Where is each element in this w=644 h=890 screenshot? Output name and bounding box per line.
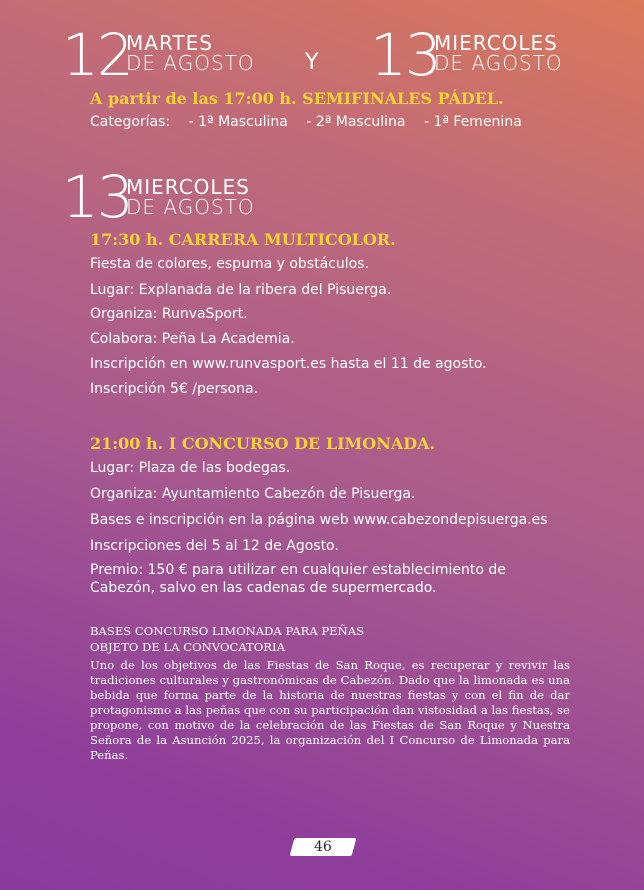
month-label: DE AGOSTO <box>126 51 255 75</box>
bases-subtitle: OBJETO DE LA CONVOCATORIA <box>90 640 285 654</box>
limonada-headline: 21:00 h. I CONCURSO DE LIMONADA. <box>90 434 436 453</box>
page-number: 46 <box>314 839 332 855</box>
carrera-line: Lugar: Explanada de la ribera del Pisuerga. <box>90 282 392 298</box>
limonada-line: Lugar: Plaza de las bodegas. <box>90 460 291 476</box>
carrera-line: Organiza: RunvaSport. <box>90 306 248 322</box>
limonada-line: Inscripciones del 5 al 12 de Agosto. <box>90 538 339 554</box>
conjunction-y: Y <box>305 50 320 75</box>
month-label: DE AGOSTO <box>126 195 255 219</box>
day-name: MARTES <box>126 31 213 55</box>
day-number-12: 12 <box>62 21 132 89</box>
carrera-line: Fiesta de colores, espuma y obstáculos. <box>90 256 369 272</box>
bases-title: BASES CONCURSO LIMONADA PARA PEÑAS <box>90 624 365 638</box>
day-number-13-section: 13 <box>62 163 132 231</box>
month-label: DE AGOSTO <box>434 51 563 75</box>
category-item: - 2ª Masculina <box>306 114 406 130</box>
padel-categories <box>90 114 536 130</box>
day-label-miercoles-section <box>126 177 255 217</box>
carrera-line: Colabora: Peña La Academia. <box>90 331 295 347</box>
bases-paragraph: Uno de los objetivos de las Fiestas de San Roque, es recuperar y revivir las tradiciones culturales y gastronómicas de Cabezón. Dado que la limonada es una bebida que forma parte de la historia de nuestras fiestas y con el fin de dar protagonismo a las peñas que con su participación dan vistosidad a las fiestas, se propone, con motivo de la celebración de las Fiestas de San Roque y Nuestra Señora de la Asunción 2025, la organización del I Concurso de Limonada para Peñas. <box>90 658 570 762</box>
page-number-badge <box>290 838 357 856</box>
day-label-martes <box>126 33 255 73</box>
carrera-headline: 17:30 h. CARRERA MULTICOLOR. <box>90 230 396 249</box>
day-name: MIERCOLES <box>126 175 250 199</box>
day-label-miercoles <box>434 33 563 73</box>
limonada-line: Organiza: Ayuntamiento Cabezón de Pisuerga. <box>90 486 416 502</box>
category-item: - 1ª Masculina <box>188 114 288 130</box>
day-name: MIERCOLES <box>434 31 558 55</box>
limonada-premio-line: Premio: 150 € para utilizar en cualquier establecimiento de <box>90 562 506 578</box>
carrera-line: Inscripción 5€ /persona. <box>90 381 258 397</box>
padel-headline: A partir de las 17:00 h. SEMIFINALES PÁDEL. <box>90 89 504 108</box>
day-number-13: 13 <box>370 21 440 89</box>
limonada-premio-line: Cabezón, salvo en las cadenas de supermercado. <box>90 580 437 596</box>
categories-label: Categorías: <box>90 114 171 130</box>
category-item: - 1ª Femenina <box>423 114 522 130</box>
carrera-line: Inscripción en www.runvasport.es hasta el 11 de agosto. <box>90 356 487 372</box>
limonada-line: Bases e inscripción en la página web www.cabezondepisuerga.es <box>90 512 548 528</box>
